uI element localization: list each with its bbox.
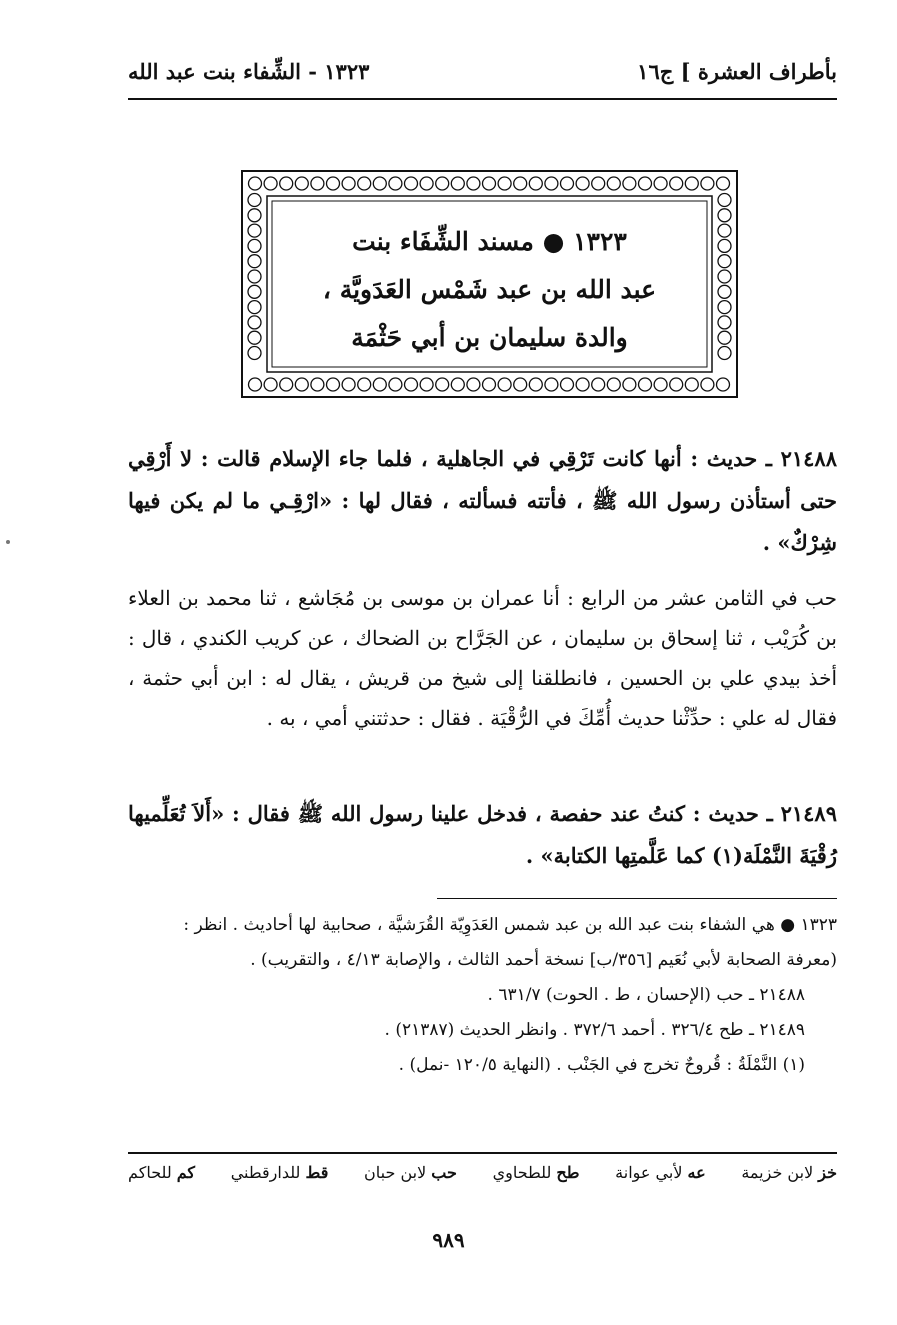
ornament-loop — [358, 378, 371, 391]
ornament-loop — [717, 177, 730, 190]
ornament-loop — [248, 255, 261, 268]
ornament-loop — [483, 378, 496, 391]
ornament-loop — [514, 177, 527, 190]
ornament-loop — [561, 378, 574, 391]
ornament-loop — [623, 378, 636, 391]
ornament-loop — [529, 378, 542, 391]
ornament-loop — [451, 177, 464, 190]
ornament-loop — [607, 177, 620, 190]
ornament-loop — [248, 209, 261, 222]
ornament-loop — [420, 177, 433, 190]
ornament-loop — [607, 378, 620, 391]
ornament-loop — [264, 177, 277, 190]
ornamental-title-frame — [241, 170, 738, 398]
hadith-21488: ٢١٤٨٨ ـ حديث : أنها كانت تَرْقِي في الجاهلية ، فلما جاء الإسلام قالت : لا أَرْقِي حتى أستأذن رسول الله ﷺ ، فأتته فسألته ، فقال لها : «ارْقِـي ما لم يكن فيها شِرْكٌ» . — [128, 446, 837, 555]
ornament-loop — [436, 177, 449, 190]
footnote-glossary: (١) النَّمْلَةُ : قُروحٌ تخرج في الجَنْب . (النهاية ١٢٠/٥ -نمل) . — [398, 1055, 805, 1075]
ornament-loop — [248, 316, 261, 329]
ornament-loop — [373, 378, 386, 391]
frame-line-1: ١٣٢٣ ● مسند الشِّفَاء بنت — [352, 227, 627, 256]
ornament-loop — [405, 177, 418, 190]
ornament-loop — [280, 378, 293, 391]
ornament-loop — [248, 285, 261, 298]
ornament-loop — [576, 378, 589, 391]
abbr-item: طح للطحاوي — [492, 1163, 580, 1182]
ornament-loop — [514, 378, 527, 391]
ornament-loop — [561, 177, 574, 190]
ornament-loop — [248, 301, 261, 314]
margin-mark — [6, 540, 10, 544]
ornament-loop — [342, 378, 355, 391]
ornament-loop — [311, 177, 324, 190]
ornament-loop — [718, 285, 731, 298]
hadith-21489: ٢١٤٨٩ ـ حديث : كنتُ عند حفصة ، فدخل علينا رسول الله ﷺ فقال : «أَلاَ تُعَلِّميها رُقْيَةَ النَّمْلَة(١) كما عَلَّمتِها الكتابة» . — [128, 801, 837, 868]
frame-line-3: والدة سليمان بن أبي حَثْمَة — [351, 323, 628, 352]
ornament-loop — [342, 177, 355, 190]
ornament-loop — [718, 347, 731, 360]
ornament-loop — [718, 239, 731, 252]
page-number: ٩٨٩ — [432, 1228, 465, 1252]
ornament-loop — [436, 378, 449, 391]
ornament-loop — [685, 378, 698, 391]
ornament-loop — [295, 177, 308, 190]
ornament-loop — [718, 270, 731, 283]
ornament-loop — [248, 194, 261, 207]
header-section-title: ١٣٢٣ - الشِّفاء بنت عبد الله — [128, 58, 370, 84]
ornament-loop — [639, 378, 652, 391]
ornament-loop — [498, 378, 511, 391]
ornament-loop — [248, 270, 261, 283]
ornament-loop — [389, 177, 402, 190]
ornament-loop — [327, 177, 340, 190]
ornament-loop — [718, 194, 731, 207]
footnote-21489: ٢١٤٨٩ ـ طح ٣٢٦/٤ . أحمد ٣٧٢/٦ . وانظر الحديث (٢١٣٨٧) . — [384, 1020, 805, 1040]
ornament-loop — [483, 177, 496, 190]
ornament-loop — [654, 177, 667, 190]
header-book-title: بأطراف العشرة ] ج١٦ — [637, 58, 837, 84]
ornament-loop — [718, 331, 731, 344]
ornament-loop — [592, 378, 605, 391]
ornament-loop — [311, 378, 324, 391]
ornament-loop — [498, 177, 511, 190]
ornament-loop — [420, 378, 433, 391]
ornament-loop — [358, 177, 371, 190]
ornament-loop — [670, 177, 683, 190]
abbr-item: قط للدارقطني — [230, 1163, 329, 1182]
ornament-loop — [467, 177, 480, 190]
running-header — [128, 55, 837, 87]
ornament-loop — [718, 224, 731, 237]
ornament-loop — [717, 378, 730, 391]
ornament-loop — [654, 378, 667, 391]
ornament-loop — [592, 177, 605, 190]
ornament-loop — [545, 177, 558, 190]
ornament-loop — [264, 378, 277, 391]
ornament-loop — [280, 177, 293, 190]
ornament-loop — [249, 177, 262, 190]
abbr-item: حب لابن حبان — [364, 1163, 457, 1182]
ornament-loop — [701, 177, 714, 190]
ornament-loop — [248, 239, 261, 252]
header-rule — [128, 98, 837, 100]
footnote-separator — [437, 898, 837, 899]
footnote-biography: ١٣٢٣ ● هي الشفاء بنت عبد الله بن عبد شمس العَدَوِيّة القُرَشيَّة ، صحابية لها أحاديث . انظر : (معرفة الصحابة لأبي نُعَيم [٣٥٦/ب] نسخة أحمد الثالث ، والإصابة ٤/١٣ ، والتقريب) . — [183, 915, 837, 970]
ornament-loop — [467, 378, 480, 391]
ornament-loop — [670, 378, 683, 391]
ornament-loop — [718, 316, 731, 329]
abbreviation-rule — [128, 1152, 837, 1154]
footnotes — [128, 908, 837, 1083]
ornament-loop — [718, 255, 731, 268]
ornament-loop — [639, 177, 652, 190]
ornament-loop — [248, 331, 261, 344]
ornament-loop — [405, 378, 418, 391]
abbreviation-key — [128, 1163, 837, 1182]
ornament-loop — [685, 177, 698, 190]
ornament-loop — [248, 347, 261, 360]
ornament-loop — [373, 177, 386, 190]
ornament-loop — [248, 224, 261, 237]
ornament-loop — [249, 378, 262, 391]
hadith-21488-chain: حب في الثامن عشر من الرابع : أنا عمران بن موسى بن مُجَاشع ، ثنا محمد بن العلاء بن كُرَيْب ، ثنا إسحاق بن سليمان ، عن الجَرَّاح بن الضحاك ، عن كريب الكندي ، قال : أخذ بيدي علي بن الحسين ، فانطلقنا إلى شيخ من قريش ، يقال له : ابن أبي حثمة ، فقال له علي : حدِّثْنا حديث أُمِّكَ في الرُّقْيَة . فقال : حدثتني أمي ، به . — [128, 586, 837, 730]
abbr-item: كم للحاكم — [128, 1163, 196, 1182]
ornament-loop — [389, 378, 402, 391]
ornament-loop — [701, 378, 714, 391]
ornament-loop — [295, 378, 308, 391]
ornament-loop — [545, 378, 558, 391]
frame-line-2: عبد الله بن عبد شَمْس العَدَويَّة ، — [322, 275, 657, 304]
ornament-loop — [451, 378, 464, 391]
ornament-loop — [529, 177, 542, 190]
ornament-loop — [718, 209, 731, 222]
ornament-loop — [327, 378, 340, 391]
ornament-loop — [623, 177, 636, 190]
abbr-item: عه لأبي عوانة — [615, 1163, 706, 1182]
ornament-loop — [718, 301, 731, 314]
abbr-item: خز لابن خزيمة — [741, 1163, 837, 1182]
ornament-loop — [576, 177, 589, 190]
footnote-21488: ٢١٤٨٨ ـ حب (الإحسان ، ط . الحوت) ٦٣١/٧ . — [487, 985, 805, 1005]
